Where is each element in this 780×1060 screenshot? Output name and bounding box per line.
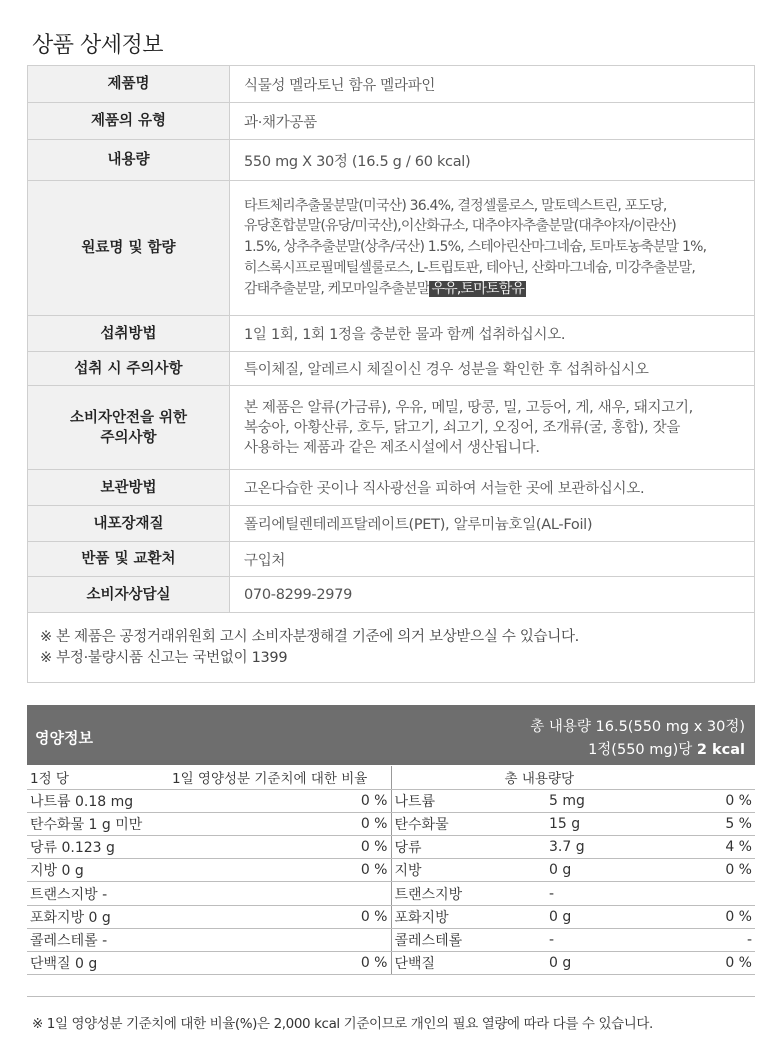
info-label bbox=[28, 386, 230, 470]
info-value: 1일 1회, 1회 1정을 충분한 물과 함께 섭취하십시오. bbox=[230, 316, 755, 352]
product-info-table bbox=[27, 65, 755, 683]
info-value: 폴리에틸렌테레프탈레이트(PET), 알루미늄호일(AL-Foil) bbox=[230, 506, 755, 542]
nutrient-name: 포화지방 bbox=[391, 905, 533, 928]
nutrient-name: 탄수화물 bbox=[391, 812, 533, 835]
nutrition-footnote: ※ 1일 영양성분 기준치에 대한 비율(%)은 2,000 kcal 기준이므로 개인의 필요 열량에 따라 다를 수 있습니다. bbox=[32, 1016, 653, 1032]
nutrient-name: 콜레스테롤 bbox=[391, 928, 533, 951]
info-row-name bbox=[28, 66, 755, 103]
nutrition-row bbox=[27, 882, 755, 905]
nutrition-row bbox=[27, 905, 755, 928]
info-value: 특이체질, 알레르시 체질이신 경우 성분을 확인한 후 섭취하십시오 bbox=[230, 352, 755, 386]
col-header-empty bbox=[687, 766, 755, 789]
info-label: 보관방법 bbox=[28, 470, 230, 506]
nutrient-per-unit: 지방 0 g bbox=[27, 859, 169, 882]
nutrient-name: 지방 bbox=[391, 859, 533, 882]
info-label: 제품명 bbox=[28, 66, 230, 103]
allergen-highlight: 우유,토마토함유 bbox=[431, 280, 525, 297]
nutrient-total-percent: - bbox=[687, 928, 755, 951]
info-label: 섭취방법 bbox=[28, 316, 230, 352]
nutrient-per-unit: 탄수화물 1 g 미만 bbox=[27, 812, 169, 835]
nutrient-total-amount: 5 mg bbox=[533, 789, 687, 812]
nutrient-per-unit: 콜레스테롤 - bbox=[27, 928, 169, 951]
nutrient-total-amount: 3.7 g bbox=[533, 836, 687, 859]
nutrient-total-percent bbox=[687, 882, 755, 905]
nutrient-per-unit: 단백질 0 g bbox=[27, 952, 169, 975]
nutrition-per-unit bbox=[588, 738, 745, 759]
info-value: 식물성 멜라토닌 함유 멜라파인 bbox=[230, 66, 755, 103]
nutrient-dv-percent: 0 % bbox=[169, 836, 391, 859]
nutrient-total-percent: 5 % bbox=[687, 812, 755, 835]
info-label: 반품 및 교환처 bbox=[28, 542, 230, 577]
nutrition-table bbox=[27, 766, 755, 975]
nutrient-name: 나트륨 bbox=[391, 789, 533, 812]
notes-cell bbox=[28, 613, 755, 683]
info-label-line: 주의사항 bbox=[100, 429, 157, 446]
col-header-total: 총 내용량당 bbox=[391, 766, 687, 789]
info-value: 550 mg X 30정 (16.5 g / 60 kcal) bbox=[230, 140, 755, 181]
nutrient-name: 당류 bbox=[391, 836, 533, 859]
nutrient-dv-percent: 0 % bbox=[169, 905, 391, 928]
nutrient-total-percent: 0 % bbox=[687, 952, 755, 975]
ingredient-line: 1.5%, 상추추출분말(상추/국산) 1.5%, 스테아린산마그네슘, 토마토농축분말 1%, bbox=[244, 239, 707, 256]
note-line: ※ 부정·불량시품 신고는 국번없이 1399 bbox=[40, 649, 288, 666]
per-unit-kcal: 2 kcal bbox=[696, 742, 745, 758]
info-row-contact bbox=[28, 577, 755, 613]
ingredient-line: 히스록시프로필메틸셀룰로스, L-트립토판, 테아닌, 산화마그네슘, 미강추출분말, bbox=[244, 259, 696, 276]
nutrient-dv-percent: 0 % bbox=[169, 789, 391, 812]
nutrient-dv-percent bbox=[169, 928, 391, 951]
col-header-per-unit: 1정 당 bbox=[27, 766, 169, 789]
ingredient-text: 감태추출분말, 케모마일추출분말 bbox=[244, 280, 430, 297]
nutrient-total-percent: 0 % bbox=[687, 859, 755, 882]
nutrient-per-unit: 포화지방 0 g bbox=[27, 905, 169, 928]
col-header-dv: 1일 영양성분 기준치에 대한 비율 bbox=[169, 766, 391, 789]
nutrition-row bbox=[27, 859, 755, 882]
nutrient-per-unit: 당류 0.123 g bbox=[27, 836, 169, 859]
info-value: 070-8299-2979 bbox=[230, 577, 755, 613]
nutrition-total: 총 내용량 16.5(550 mg x 30정) bbox=[530, 719, 745, 735]
nutrient-dv-percent: 0 % bbox=[169, 812, 391, 835]
info-row-type bbox=[28, 103, 755, 140]
nutrient-total-percent: 0 % bbox=[687, 905, 755, 928]
info-value: 구입처 bbox=[230, 542, 755, 577]
info-value: 과·채가공품 bbox=[230, 103, 755, 140]
nutrient-name: 단백질 bbox=[391, 952, 533, 975]
nutrition-row bbox=[27, 928, 755, 951]
consumer-line: 사용하는 제품과 같은 제조시설에서 생산됩니다. bbox=[244, 439, 540, 456]
nutrition-header-row bbox=[27, 766, 755, 789]
ingredient-line bbox=[244, 279, 742, 300]
info-row-returns bbox=[28, 542, 755, 577]
info-row-notes bbox=[28, 613, 755, 683]
nutrient-total-amount: 0 g bbox=[533, 952, 687, 975]
info-row-caution bbox=[28, 352, 755, 386]
page-title: 상품 상세정보 bbox=[32, 33, 164, 58]
nutrition-header bbox=[27, 705, 755, 765]
nutrient-total-amount: - bbox=[533, 882, 687, 905]
nutrient-total-amount: 0 g bbox=[533, 859, 687, 882]
nutrient-dv-percent bbox=[169, 882, 391, 905]
info-row-volume bbox=[28, 140, 755, 181]
nutrition-row bbox=[27, 836, 755, 859]
per-unit-text: 1정(550 mg)당 bbox=[588, 742, 697, 758]
info-label-line: 소비자안전을 위한 bbox=[69, 409, 188, 426]
ingredient-line: 유당혼합분말(유당/미국산),이산화규소, 대추야자추출분말(대추야자/이란산) bbox=[244, 218, 676, 235]
nutrition-divider bbox=[27, 996, 755, 997]
nutrient-dv-percent: 0 % bbox=[169, 952, 391, 975]
nutrition-row bbox=[27, 812, 755, 835]
info-value bbox=[230, 386, 755, 470]
note-line: ※ 본 제품은 공정거래위원회 고시 소비자분쟁해결 기준에 의거 보상받으실 수 있습니다. bbox=[40, 628, 579, 645]
nutrition-row bbox=[27, 952, 755, 975]
info-row-consumer-safety bbox=[28, 386, 755, 470]
info-label: 소비자상담실 bbox=[28, 577, 230, 613]
info-row-ingredients bbox=[28, 181, 755, 316]
consumer-line: 복숭아, 아황산류, 호두, 닭고기, 쇠고기, 오징어, 조개류(굴, 홍합), 잣을 bbox=[244, 419, 681, 436]
nutrient-total-amount: 0 g bbox=[533, 905, 687, 928]
consumer-line: 본 제품은 알류(가금류), 우유, 메밀, 땅콩, 밀, 고등어, 게, 새우, 돼지고기, bbox=[244, 399, 693, 416]
nutrient-per-unit: 트랜스지방 - bbox=[27, 882, 169, 905]
nutrient-total-amount: - bbox=[533, 928, 687, 951]
info-label: 내포장재질 bbox=[28, 506, 230, 542]
info-value: 고온다습한 곳이나 직사광선을 피하여 서늘한 곳에 보관하십시오. bbox=[230, 470, 755, 506]
info-value bbox=[230, 181, 755, 316]
nutrition-label: 영양정보 bbox=[35, 729, 93, 747]
nutrient-total-percent: 0 % bbox=[687, 789, 755, 812]
info-row-packaging bbox=[28, 506, 755, 542]
info-row-intake bbox=[28, 316, 755, 352]
info-label: 섭취 시 주의사항 bbox=[28, 352, 230, 386]
nutrient-per-unit: 나트륨 0.18 mg bbox=[27, 789, 169, 812]
info-label: 내용량 bbox=[28, 140, 230, 181]
nutrient-name: 트랜스지방 bbox=[391, 882, 533, 905]
nutrient-dv-percent: 0 % bbox=[169, 859, 391, 882]
nutrient-total-amount: 15 g bbox=[533, 812, 687, 835]
nutrient-total-percent: 4 % bbox=[687, 836, 755, 859]
info-row-storage bbox=[28, 470, 755, 506]
info-label: 제품의 유형 bbox=[28, 103, 230, 140]
nutrition-row bbox=[27, 789, 755, 812]
ingredient-line: 타트체리추출물분말(미국산) 36.4%, 결정셀룰로스, 말토덱스트린, 포도당, bbox=[244, 197, 667, 214]
info-label: 원료명 및 함량 bbox=[28, 181, 230, 316]
